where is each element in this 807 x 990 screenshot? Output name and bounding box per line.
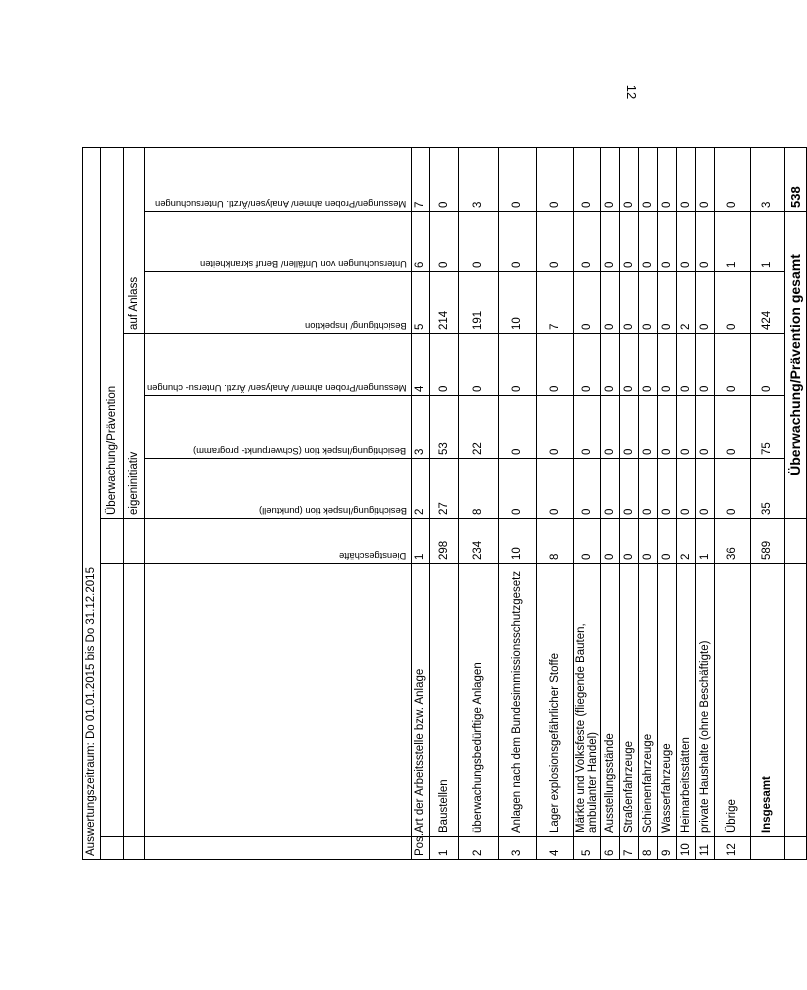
pos-cell: 4 (536, 837, 573, 860)
value-cell: 2 (677, 519, 696, 564)
pos-cell: 1 (429, 837, 458, 860)
value-cell: 234 (458, 519, 498, 564)
value-cell: 0 (458, 212, 498, 272)
value-cell: 0 (639, 272, 658, 334)
column-header-label: Untersuchungen von Unfällen/ Beruf skrankheiten (199, 259, 407, 270)
table-row (429, 147, 458, 859)
value-cell: 0 (696, 272, 715, 334)
value-cell: 53 (429, 396, 458, 459)
value-cell: 7 (536, 272, 573, 334)
art-cell: Straßenfahrzeuge (620, 564, 639, 837)
pos-cell: 2 (458, 837, 498, 860)
value-cell: 0 (715, 147, 751, 211)
value-cell: 0 (677, 147, 696, 211)
summary-value: 538 (785, 147, 807, 211)
value-cell: 0 (498, 396, 536, 459)
total-value-cell: 424 (751, 272, 785, 334)
value-cell: 0 (498, 212, 536, 272)
pos-cell: 11 (696, 837, 715, 860)
value-cell: 0 (620, 396, 639, 459)
table-row (601, 147, 620, 859)
empty-cell (751, 837, 785, 860)
value-cell: 0 (677, 334, 696, 396)
value-cell: 0 (536, 147, 573, 211)
empty-cell (785, 564, 807, 837)
art-cell: Heimarbeitsstätten (677, 564, 696, 837)
pos-cell: 7 (620, 837, 639, 860)
art-cell: private Haushalte (ohne Beschäftigte) (696, 564, 715, 837)
empty-cell (101, 519, 124, 564)
column-header-6 (145, 212, 412, 272)
art-cell: Baustellen (429, 564, 458, 837)
value-cell: 0 (620, 272, 639, 334)
value-cell: 0 (601, 334, 620, 396)
column-header-label: Besichtigung/Inspek tion (Schwerpunkt- programm) (193, 446, 407, 457)
value-cell: 0 (536, 396, 573, 459)
table-row (458, 147, 498, 859)
value-cell: 0 (639, 212, 658, 272)
value-cell: 0 (658, 212, 677, 272)
value-cell: 0 (536, 334, 573, 396)
total-value-cell: 0 (751, 334, 785, 396)
empty-cell (101, 564, 124, 837)
table-row (639, 147, 658, 859)
column-number: 3 (411, 396, 429, 459)
value-cell: 0 (620, 147, 639, 211)
group-auf-anlass: auf Anlass (124, 147, 145, 333)
value-cell: 0 (696, 459, 715, 519)
table-row (715, 147, 751, 859)
value-cell: 0 (620, 459, 639, 519)
pos-cell: 10 (677, 837, 696, 860)
column-header-label: Messungen/Proben ahmen/ Analysen/ Ärztl. Untersu- chungen (147, 383, 407, 394)
table-row (536, 147, 573, 859)
column-number: 1 (411, 519, 429, 564)
total-value-cell: 1 (751, 212, 785, 272)
value-cell: 0 (601, 396, 620, 459)
empty-cell (124, 837, 145, 860)
value-cell: 298 (429, 519, 458, 564)
table-row (677, 147, 696, 859)
value-cell: 0 (715, 459, 751, 519)
group-ueberwachung: Überwachung/Prävention (101, 147, 124, 518)
table-row (498, 147, 536, 859)
value-cell: 0 (620, 212, 639, 272)
value-cell: 0 (573, 212, 600, 272)
empty-cell (101, 837, 124, 860)
value-cell: 0 (573, 459, 600, 519)
column-number: 2 (411, 459, 429, 519)
value-cell: 0 (658, 519, 677, 564)
pos-cell: 5 (573, 837, 600, 860)
value-cell: 0 (639, 334, 658, 396)
column-header-1 (145, 519, 412, 564)
value-cell: 0 (715, 396, 751, 459)
value-cell: 0 (429, 212, 458, 272)
pos-cell: 12 (715, 837, 751, 860)
table-row (573, 147, 600, 859)
value-cell: 0 (573, 396, 600, 459)
art-cell: Übrige (715, 564, 751, 837)
value-cell: 0 (639, 519, 658, 564)
pos-cell: 3 (498, 837, 536, 860)
value-cell: 0 (573, 272, 600, 334)
value-cell: 0 (601, 519, 620, 564)
value-cell: 0 (639, 459, 658, 519)
total-value-cell: 3 (751, 147, 785, 211)
empty-cell (145, 837, 412, 860)
value-cell: 0 (601, 459, 620, 519)
value-cell: 8 (536, 519, 573, 564)
empty-cell (785, 519, 807, 564)
value-cell: 0 (620, 334, 639, 396)
value-cell: 0 (573, 334, 600, 396)
total-value-cell: 589 (751, 519, 785, 564)
art-cell: Anlagen nach dem Bundesimmissionsschutzgesetz (498, 564, 536, 837)
value-cell: 0 (658, 334, 677, 396)
total-value-cell: 75 (751, 396, 785, 459)
summary-label: Überwachung/Prävention gesamt (785, 212, 807, 519)
value-cell: 0 (677, 396, 696, 459)
empty-cell (785, 837, 807, 860)
group-eigeninitiativ: eigeninitiativ (124, 334, 145, 519)
value-cell: 10 (498, 519, 536, 564)
art-cell: Ausstellungsstände (601, 564, 620, 837)
pos-cell: 6 (601, 837, 620, 860)
column-number: 6 (411, 212, 429, 272)
pos-header: Pos. (411, 837, 429, 860)
value-cell: 0 (573, 519, 600, 564)
value-cell: 0 (498, 147, 536, 211)
value-cell: 0 (658, 396, 677, 459)
value-cell: 0 (573, 147, 600, 211)
column-header-3 (145, 396, 412, 459)
value-cell: 0 (696, 212, 715, 272)
pos-cell: 8 (639, 837, 658, 860)
table-row (620, 147, 639, 859)
value-cell: 0 (429, 334, 458, 396)
value-cell: 2 (677, 272, 696, 334)
value-cell: 0 (677, 212, 696, 272)
value-cell: 0 (458, 334, 498, 396)
rotated-table-container (82, 148, 804, 860)
value-cell: 0 (696, 334, 715, 396)
value-cell: 0 (601, 272, 620, 334)
column-number: 5 (411, 272, 429, 334)
empty-cell (124, 519, 145, 564)
value-cell: 27 (429, 459, 458, 519)
table-row (696, 147, 715, 859)
value-cell: 0 (715, 272, 751, 334)
table-row (658, 147, 677, 859)
empty-cell (145, 564, 412, 837)
value-cell: 214 (429, 272, 458, 334)
art-cell: Schienenfahrzeuge (639, 564, 658, 837)
art-cell: Lager explosionsgefährlicher Stoffe (536, 564, 573, 837)
value-cell: 0 (498, 334, 536, 396)
value-cell: 0 (601, 147, 620, 211)
value-cell: 0 (696, 147, 715, 211)
total-row (751, 147, 785, 859)
value-cell: 0 (620, 519, 639, 564)
value-cell: 0 (658, 147, 677, 211)
page-number: 12 (624, 84, 640, 100)
value-cell: 0 (715, 334, 751, 396)
art-cell: Märkte und Volksfeste (fliegende Bauten, ambulanter Handel) (573, 564, 600, 837)
column-header-4 (145, 334, 412, 396)
value-cell: 0 (601, 212, 620, 272)
value-cell: 8 (458, 459, 498, 519)
value-cell: 36 (715, 519, 751, 564)
value-cell: 0 (536, 212, 573, 272)
art-cell: Wasserfahrzeuge (658, 564, 677, 837)
art-header: Art der Arbeitsstelle bzw. Anlage (411, 564, 429, 837)
column-header-label: Besichtigung/ Inspektion (304, 321, 407, 332)
total-value-cell: 35 (751, 459, 785, 519)
empty-cell (124, 564, 145, 837)
value-cell: 3 (458, 147, 498, 211)
value-cell: 0 (677, 459, 696, 519)
value-cell: 191 (458, 272, 498, 334)
column-header-label: Dienstgeschäfte (339, 551, 407, 562)
period-cell: Auswertungszeitraum: Do 01.01.2015 bis Do 31.12.2015 (83, 147, 101, 859)
art-cell: überwachungsbedürftige Anlagen (458, 564, 498, 837)
value-cell: 22 (458, 396, 498, 459)
statistics-table (82, 147, 807, 860)
value-cell: 1 (696, 519, 715, 564)
value-cell: 10 (498, 272, 536, 334)
value-cell: 0 (658, 459, 677, 519)
column-header-7 (145, 147, 412, 211)
total-label: Insgesamt (751, 564, 785, 837)
column-number: 7 (411, 147, 429, 211)
column-header-5 (145, 272, 412, 334)
value-cell: 0 (536, 459, 573, 519)
value-cell: 0 (658, 272, 677, 334)
value-cell: 0 (696, 396, 715, 459)
pos-cell: 9 (658, 837, 677, 860)
value-cell: 0 (639, 147, 658, 211)
value-cell: 0 (639, 396, 658, 459)
value-cell: 1 (715, 212, 751, 272)
column-header-2 (145, 459, 412, 519)
column-header-label: Besichtigung/Inspek tion (punktuell) (258, 506, 407, 517)
column-header-label: Messungen/Proben ahmen/ Analysen/Ärztl. Untersuchungen (155, 199, 407, 210)
column-number: 4 (411, 334, 429, 396)
summary-row (785, 147, 807, 859)
value-cell: 0 (498, 459, 536, 519)
value-cell: 0 (429, 147, 458, 211)
